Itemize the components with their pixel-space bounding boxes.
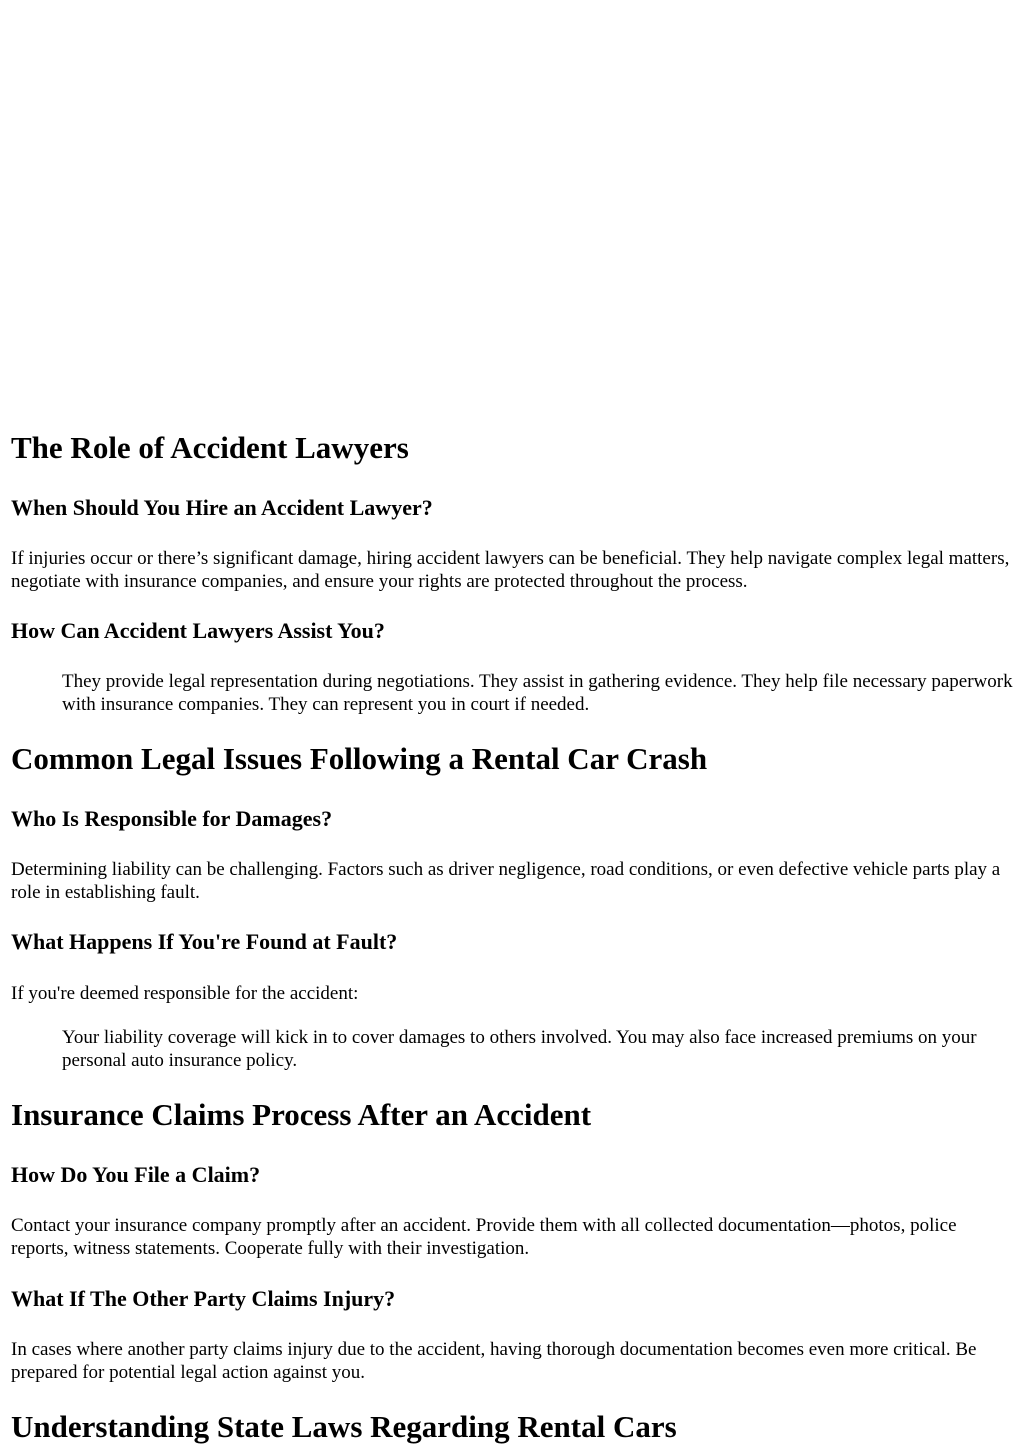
subheading-file-claim: How Do You File a Claim? — [11, 1162, 261, 1187]
subheading-when-hire-lawyer: When Should You Hire an Accident Lawyer? — [11, 495, 433, 520]
subheading-other-party-injury: What If The Other Party Claims Injury? — [11, 1286, 396, 1311]
paragraph-found-at-fault-intro: If you're deemed responsible for the accident: — [11, 983, 359, 1004]
blank-area — [11, 0, 1014, 428]
section-heading-state-laws: Understanding State Laws Regarding Rental Cars — [11, 1409, 677, 1444]
indented-paragraph-how-lawyers-assist: They provide legal representation during negotiations. They assist in gathering evidence. They help file necessary paperwork with insurance companies. They can represent you in court if needed. — [62, 671, 1013, 715]
section-heading-common-legal-issues: Common Legal Issues Following a Rental Car Crash — [11, 741, 708, 776]
subheading-found-at-fault: What Happens If You're Found at Fault? — [11, 929, 398, 954]
section-heading-role-of-lawyers: The Role of Accident Lawyers — [11, 430, 409, 465]
subheading-who-responsible: Who Is Responsible for Damages? — [11, 806, 333, 831]
paragraph-file-claim: Contact your insurance company promptly after an accident. Provide them with all collected documentation—photos, police reports, witness statements. Cooperate fully with their investigation. — [11, 1215, 957, 1259]
section-heading-insurance-claims: Insurance Claims Process After an Accident — [11, 1097, 592, 1132]
indented-paragraph-found-at-fault: Your liability coverage will kick in to cover damages to others involved. You may also face increased premiums on your personal auto insurance policy. — [62, 1027, 977, 1071]
document-page — [11, 0, 1014, 1447]
paragraph-other-party-injury: In cases where another party claims injury due to the accident, having thorough documentation becomes even more critical. Be prepared for potential legal action against you. — [11, 1339, 977, 1383]
paragraph-when-hire-lawyer: If injuries occur or there’s significant damage, hiring accident lawyers can be beneficial. They help navigate complex legal matters, negotiate with insurance companies, and ensure your rights are protected throughout the process. — [11, 548, 1010, 592]
paragraph-who-responsible: Determining liability can be challenging. Factors such as driver negligence, road conditions, or even defective vehicle parts play a role in establishing fault. — [11, 859, 1001, 903]
subheading-how-lawyers-assist: How Can Accident Lawyers Assist You? — [11, 618, 385, 643]
